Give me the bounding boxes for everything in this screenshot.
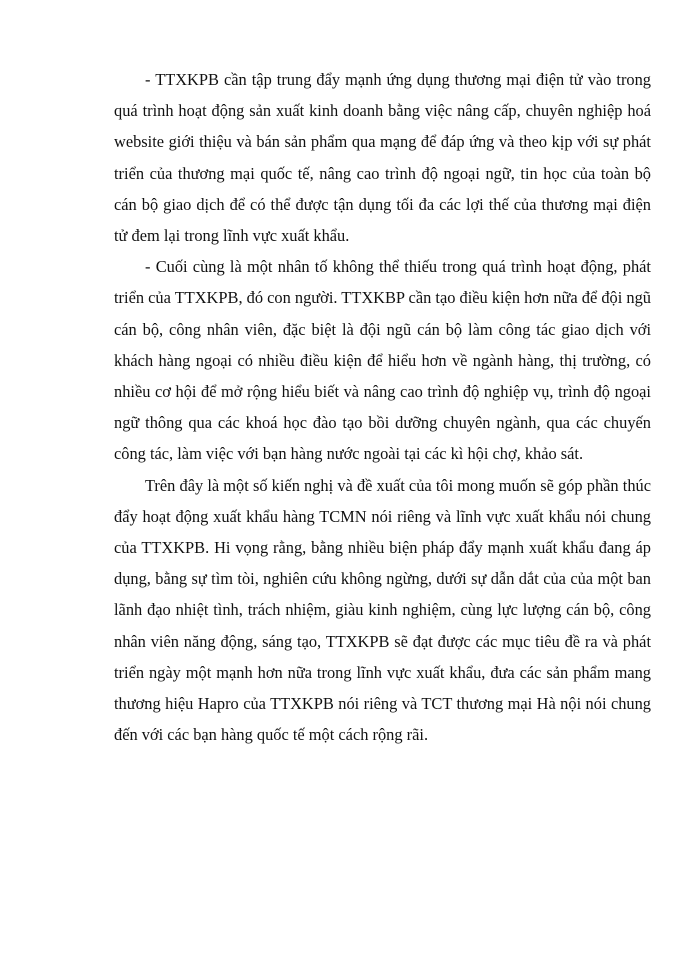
paragraph-human-resources: - Cuối cùng là một nhân tố không thể thiếu trong quá trình hoạt động, phát triển của TTXKPB, đó con người. TTXKBP cần tạo điều kiện hơn nữa để đội ngũ cán bộ, công nhân viên, đặc biệt là đội ngũ cán bộ làm công tác giao dịch với khách hàng ngoại có nhiều điều kiện để hiểu hơn về ngành hàng, thị trường, có nhiều cơ hội để mở rộng hiểu biết và nâng cao trình độ nghiệp vụ, trình độ ngoại ngữ thông qua các khoá học đào tạo bồi dưỡng chuyên ngành, qua các chuyến công tác, làm việc với bạn hàng nước ngoài tại các kì hội chợ, khảo sát. xyxy=(114,257,651,464)
paragraph-conclusion: Trên đây là một số kiến nghị và đề xuất của tôi mong muốn sẽ góp phần thúc đẩy hoạt động xuất khẩu hàng TCMN nói riêng và lĩnh vực xuất khẩu nói chung của TTXKPB. Hi vọng rằng, bằng nhiều biện pháp đẩy mạnh xuất khẩu đang áp dụng, bằng sự tìm tòi, nghiên cứu không ngừng, dưới sự dẫn dắt của của một ban lãnh đạo nhiệt tình, trách nhiệm, giàu kinh nghiệm, cùng lực lượng cán bộ, công nhân viên năng động, sáng tạo, TTXKPB sẽ đạt được các mục tiêu đề ra và phát triển ngày một mạnh hơn nữa trong lĩnh vực xuất khẩu, đưa các sản phẩm mang thương hiệu Hapro của TTXKPB nói riêng và TCT thương mại Hà nội nói chung đến với các bạn hàng quốc tế một cách rộng rãi. xyxy=(114,475,651,745)
paragraph-ecommerce: - TTXKPB cần tập trung đẩy mạnh ứng dụng thương mại điện tử vào trong quá trình hoạt động sản xuất kinh doanh bằng việc nâng cấp, chuyên nghiệp hoá website giới thiệu và bán sản phẩm qua mạng để đáp ứng và theo kịp với sự phát triển của thương mại quốc tế, nâng cao trình độ ngoại ngữ, tin học của toàn bộ cán bộ giao dịch để có thể được tận dụng tối đa các lợi thế của thương mại điện tử đem lại trong lĩnh vực xuất khẩu. xyxy=(114,70,651,246)
body-text xyxy=(114,64,651,750)
